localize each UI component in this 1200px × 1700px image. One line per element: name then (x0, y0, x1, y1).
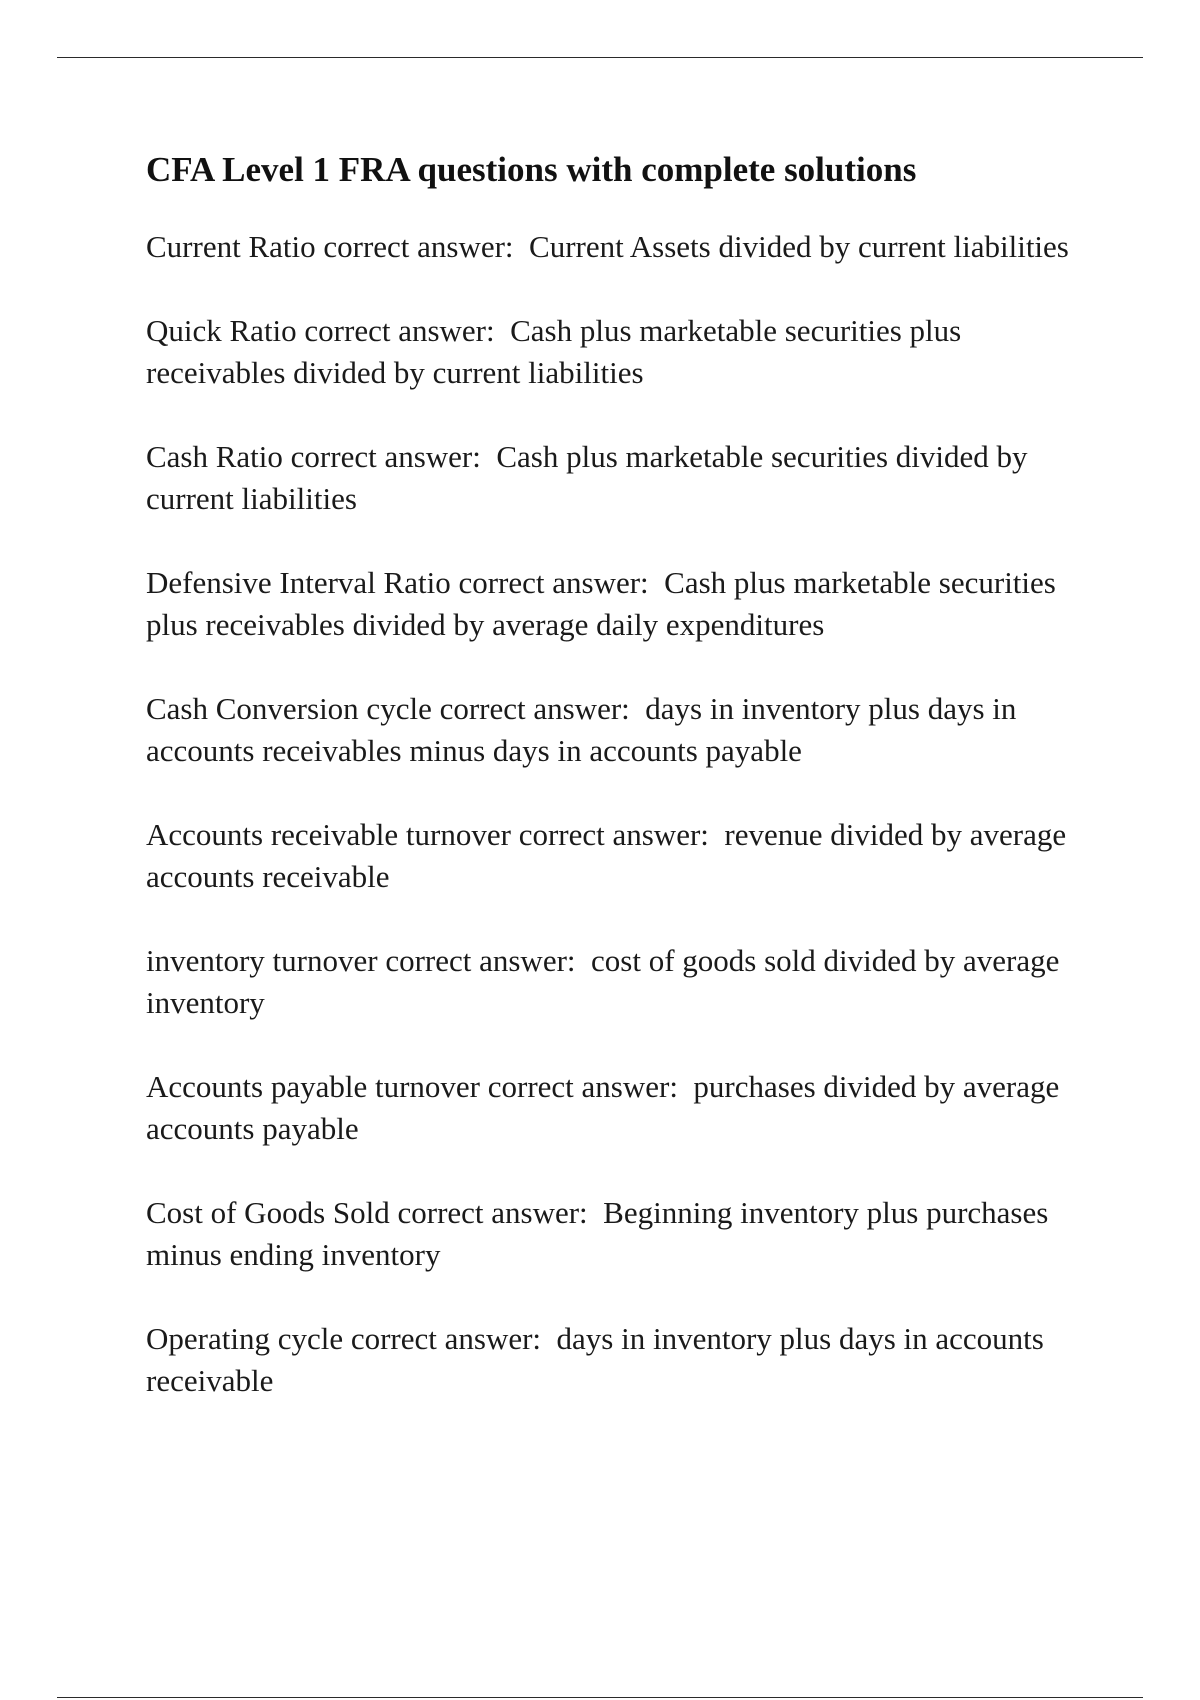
qa-entry-cash-conversion-cycle: Cash Conversion cycle correct answer: days in inventory plus days in accounts receivables minus days in accounts payable (146, 691, 1025, 768)
document-body (146, 148, 1106, 1444)
footer-rule (57, 1697, 1143, 1698)
qa-entry-inventory-turnover: inventory turnover correct answer: cost of goods sold divided by average inventory (146, 943, 1068, 1020)
header-rule (57, 57, 1143, 58)
qa-entry-cost-of-goods-sold: Cost of Goods Sold correct answer: Beginning inventory plus purchases minus ending inventory (146, 1195, 1057, 1272)
qa-entry-quick-ratio: Quick Ratio correct answer: Cash plus marketable securities plus receivables divided by current liabilities (146, 313, 969, 390)
document-title: CFA Level 1 FRA questions with complete solutions (146, 150, 917, 189)
qa-entry-defensive-interval-ratio: Defensive Interval Ratio correct answer: Cash plus marketable securities plus receivables divided by average daily expenditures (146, 565, 1064, 642)
qa-entry-cash-ratio: Cash Ratio correct answer: Cash plus marketable securities divided by current liabilities (146, 439, 1036, 516)
qa-entry-accounts-receivable-turnover: Accounts receivable turnover correct answer: revenue divided by average accounts receivable (146, 817, 1074, 894)
qa-entry-operating-cycle: Operating cycle correct answer: days in inventory plus days in accounts receivable (146, 1321, 1052, 1398)
qa-entry-current-ratio: Current Ratio correct answer: Current Assets divided by current liabilities (146, 229, 1069, 264)
qa-entry-accounts-payable-turnover: Accounts payable turnover correct answer: purchases divided by average accounts payable (146, 1069, 1068, 1146)
